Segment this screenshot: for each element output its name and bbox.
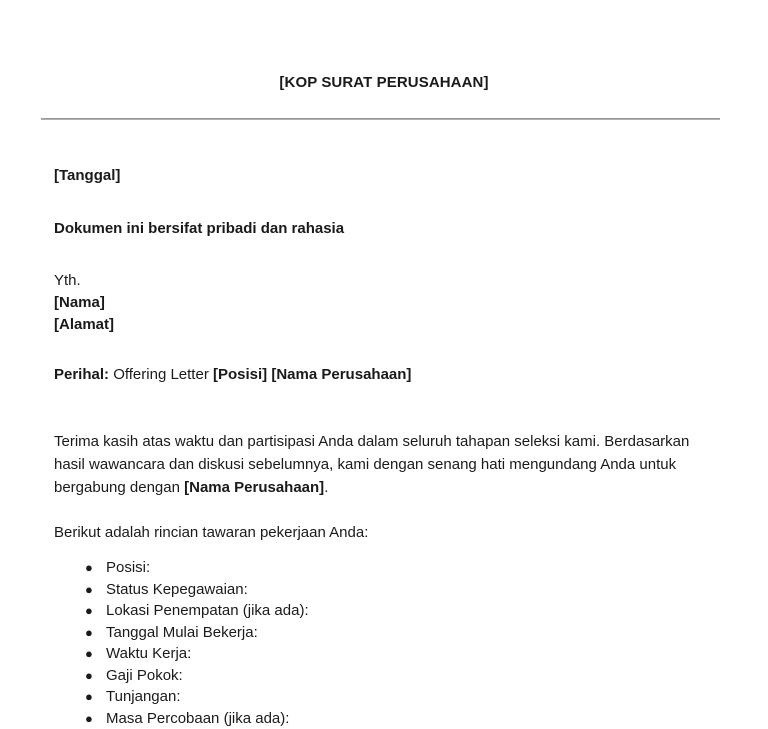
offer-details-list: [54, 557, 720, 729]
list-item-label: Gaji Pokok:: [106, 667, 183, 684]
list-item-label: Status Kepegawaian:: [106, 581, 248, 598]
list-item: [54, 708, 720, 729]
list-item-label: Posisi:: [106, 559, 150, 576]
list-item: [54, 665, 720, 687]
recipient-address-placeholder: [Alamat]: [54, 314, 720, 336]
bullet-icon: ●: [85, 643, 93, 665]
subject-company-placeholder: [Nama Perusahaan]: [271, 366, 411, 383]
opening-paragraph: [54, 430, 720, 499]
bullet-icon: ●: [85, 708, 93, 729]
opening-paragraph-part1: Terima kasih atas waktu dan partisipasi Anda dalam seluruh tahapan seleksi kami. Berdasarkan hasil wawancara dan diskusi sebelumnya, kami dengan senang hati mengundang Anda untuk bergabung dengan: [54, 433, 689, 496]
bullet-icon: ●: [85, 686, 93, 708]
bullet-icon: ●: [85, 600, 93, 622]
spacer-after-recipient: [54, 336, 720, 348]
subject-label: Perihal:: [54, 366, 109, 383]
list-item: [54, 600, 720, 622]
list-item-label: Masa Percobaan (jika ada):: [106, 710, 289, 727]
subject-position-placeholder: [Posisi]: [213, 366, 267, 383]
bullet-icon: ●: [85, 557, 93, 579]
confidentiality-notice: Dokumen ini bersifat pribadi dan rahasia: [54, 217, 720, 240]
opening-paragraph-part2: .: [324, 479, 328, 496]
letterhead-title: [KOP SURAT PERUSAHAAN]: [0, 73, 768, 93]
recipient-salutation: Yth.: [54, 270, 720, 292]
list-item: [54, 686, 720, 708]
opening-paragraph-company-placeholder: [Nama Perusahaan]: [184, 479, 324, 496]
subject-line: [54, 363, 720, 386]
bullet-icon: ●: [85, 622, 93, 644]
header-divider: [41, 118, 720, 120]
list-item-label: Lokasi Penempatan (jika ada):: [106, 602, 309, 619]
list-item: [54, 557, 720, 579]
subject-text: Offering Letter: [113, 366, 209, 383]
spacer-after-notice: [54, 240, 720, 270]
date-placeholder: [Tanggal]: [54, 164, 720, 187]
spacer-after-date: [54, 187, 720, 217]
recipient-block: [54, 270, 720, 336]
bullet-icon: ●: [85, 579, 93, 601]
spacer-before-list: [54, 544, 720, 557]
list-item: [54, 643, 720, 665]
list-item: [54, 579, 720, 601]
document-body: [54, 164, 720, 729]
details-intro: Berikut adalah rincian tawaran pekerjaan Anda:: [54, 521, 720, 544]
list-item: [54, 622, 720, 644]
list-item-label: Tunjangan:: [106, 688, 181, 705]
list-item-label: Waktu Kerja:: [106, 645, 191, 662]
spacer-after-paragraph: [54, 499, 720, 521]
list-item-label: Tanggal Mulai Bekerja:: [106, 624, 258, 641]
spacer-after-subject: [54, 401, 720, 430]
recipient-name-placeholder: [Nama]: [54, 292, 720, 314]
bullet-icon: ●: [85, 665, 93, 687]
